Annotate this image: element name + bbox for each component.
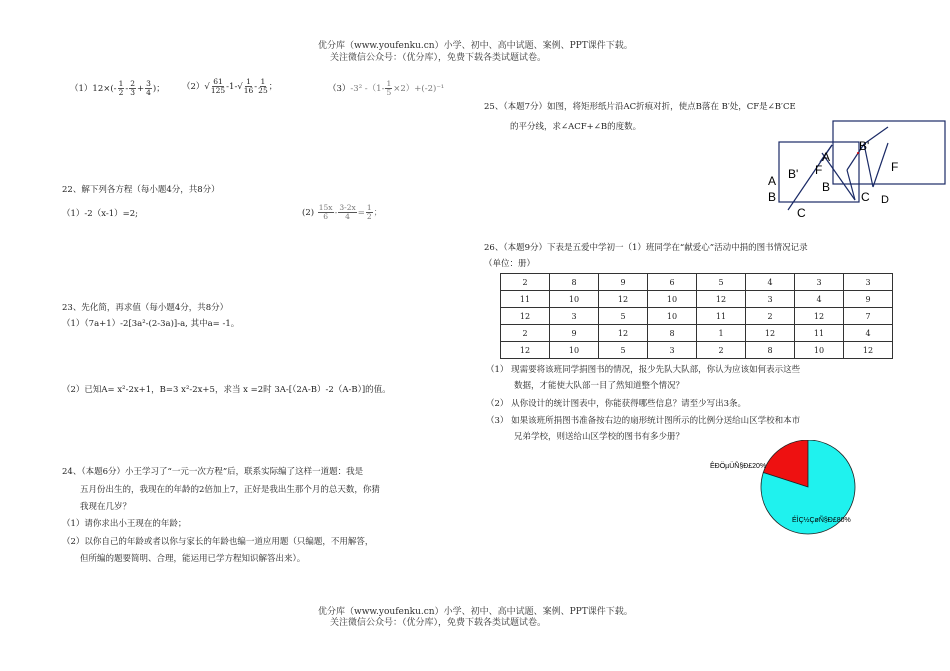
table-cell: 10 bbox=[550, 291, 599, 308]
table-cell: 9 bbox=[844, 291, 893, 308]
table-row bbox=[501, 325, 893, 342]
table-cell: 12 bbox=[599, 325, 648, 342]
fig-label-C2: C bbox=[861, 190, 870, 204]
q26-s2: （2） 从你设计的统计图表中，你能获得哪些信息？请至少写出3条。 bbox=[486, 399, 747, 409]
pie-chart bbox=[700, 440, 870, 535]
q22-equation: $\frac{15x}{6}$ - $\frac{3-2x}{4}$ = $\frac{1}{2}$ ； bbox=[318, 203, 383, 221]
table-cell: 3 bbox=[550, 308, 599, 325]
pie-label-1: ÉÌÇ½ÇøÑ§Ð£80% bbox=[792, 517, 851, 524]
table-cell: 3 bbox=[795, 274, 844, 291]
table-cell: 2 bbox=[746, 308, 795, 325]
q24-line1: 24、（本题6分）小王学习了“一元一次方程”后，联系实际编了这样一道题：我是 bbox=[62, 467, 364, 477]
header-line-2: 关注微信公众号：（优分库），免费下载各类试题试卷。 bbox=[330, 53, 547, 63]
q22-part1: （1）-2（x-1）=2; bbox=[62, 209, 139, 219]
q24-line5: （2）以你自己的年龄或者以你与家长的年龄也编一道应用题（只编题，不用解答， bbox=[62, 537, 374, 547]
q21-part1: （1）12×(- $\frac{1}{2}$ - $\frac{2}{3}$ + $\frac{3}{4}$ )； bbox=[70, 79, 165, 97]
q21-expr3: -3² -（1- $\frac{1}{5}$ ×2）+(-2)⁻¹ bbox=[350, 79, 445, 97]
q25-figure bbox=[760, 115, 950, 225]
fig2-rectangle bbox=[833, 121, 945, 184]
table-cell: 3 bbox=[844, 274, 893, 291]
q26-s3a: （3） 如果该班所捐图书准备按右边的扇形统计图所示的比例分送给山区学校和本市 bbox=[486, 416, 801, 426]
fig2-line-a bbox=[847, 170, 855, 200]
q24-line3: 我现在几岁？ bbox=[80, 502, 132, 512]
table-cell: 10 bbox=[648, 308, 697, 325]
q26-s1a: （1） 现需要将该班同学捐图书的情况，报少先队大队部，你认为应该如何表示这些 bbox=[486, 365, 801, 375]
table-cell: 5 bbox=[599, 342, 648, 359]
q24-line6: 但所编的题要简明、合理，能运用已学方程知识解答出来）。 bbox=[80, 554, 306, 564]
table-cell: 5 bbox=[599, 308, 648, 325]
fig-label-F1: F bbox=[815, 163, 823, 177]
q23-part1: （1）（7a+1）-2[3a²-(2-3a)]-a, 其中a= -1。 bbox=[62, 319, 240, 329]
table-cell: 3 bbox=[746, 291, 795, 308]
table-cell: 9 bbox=[599, 274, 648, 291]
table-cell: 5 bbox=[697, 274, 746, 291]
q21-expr2: √ $\frac{61}{125}$ -1-√ $\frac{1}{16}$ - $\frac{1}{25}$ ； bbox=[204, 77, 278, 95]
table-cell: 12 bbox=[501, 342, 550, 359]
q26-unit: （单位：册） bbox=[484, 259, 536, 269]
fig2-line-f bbox=[873, 143, 888, 187]
table-cell: 12 bbox=[599, 291, 648, 308]
fig-label-B2: B bbox=[822, 180, 831, 194]
q26-s1b: 数据，才能使大队部一目了然知道整个情况？ bbox=[514, 381, 685, 391]
header-line-1: 优分库（www.youfenku.cn）小学、初中、高中试题、案例、PPT课件下载。 bbox=[318, 41, 633, 51]
table-row bbox=[501, 308, 893, 325]
footer-line-1: 优分库（www.youfenku.cn）小学、初中、高中试题、案例、PPT课件下载。 bbox=[318, 607, 633, 617]
book-donation-table bbox=[500, 273, 893, 359]
table-row bbox=[501, 291, 893, 308]
table-cell: 2 bbox=[697, 342, 746, 359]
fig-label-F2: F bbox=[891, 160, 899, 174]
table-cell: 2 bbox=[501, 325, 550, 342]
table-cell: 11 bbox=[501, 291, 550, 308]
q22-title: 22、解下列各方程（每小题4分，共8分） bbox=[62, 185, 220, 195]
q24-line4: （1）请你求出小王现在的年龄； bbox=[62, 519, 187, 529]
table-cell: 10 bbox=[795, 342, 844, 359]
fig-label-A1: A bbox=[768, 174, 777, 188]
q26-line1: 26、（本题9分）下表是五爱中学初一（1）班同学在“献爱心”活动中捐的图书情况记录 bbox=[484, 243, 808, 253]
table-row bbox=[501, 274, 893, 291]
table-cell: 3 bbox=[648, 342, 697, 359]
fig-label-Bp1: B' bbox=[788, 167, 799, 181]
table-cell: 12 bbox=[844, 342, 893, 359]
table-cell: 4 bbox=[844, 325, 893, 342]
table-cell: 10 bbox=[648, 291, 697, 308]
table-cell: 8 bbox=[648, 325, 697, 342]
table-cell: 12 bbox=[795, 308, 844, 325]
fig-label-B1: B bbox=[768, 190, 777, 204]
q25-line1: 25、（本题7分）如图，将矩形纸片沿AC折痕对折，使点B落在 B′处，CF是∠B′CE bbox=[484, 102, 796, 112]
fig-label-C1: C bbox=[797, 206, 806, 220]
table-cell: 8 bbox=[550, 274, 599, 291]
table-cell: 9 bbox=[550, 325, 599, 342]
fig-label-Bp2: B' bbox=[859, 139, 870, 153]
q22-part2: (2) $\frac{15x}{6}$ - $\frac{3-2x}{4}$ = $\frac{1}{2}$ ； bbox=[302, 203, 383, 221]
table-cell: 8 bbox=[746, 342, 795, 359]
table-cell: 4 bbox=[746, 274, 795, 291]
table-cell: 11 bbox=[795, 325, 844, 342]
q26-s3b: 兄弟学校，则送给山区学校的图书有多少册？ bbox=[514, 432, 685, 442]
q23-part2: （2）已知A= x²-2x+1，B=3 x²-2x+5，求当 x =2时 3A-[（2A-B）-2（A-B）]的值。 bbox=[62, 385, 391, 395]
table-row bbox=[501, 342, 893, 359]
table-cell: 12 bbox=[697, 291, 746, 308]
table-cell: 11 bbox=[697, 308, 746, 325]
fig-label-A2: A bbox=[822, 150, 831, 164]
table-cell: 1 bbox=[697, 325, 746, 342]
table-cell: 10 bbox=[550, 342, 599, 359]
table-cell: 12 bbox=[746, 325, 795, 342]
q23-title: 23、先化简，再求值（每小题4分，共8分） bbox=[62, 303, 229, 313]
pie-label-0: ÊÐÖµÜÑ§Ð£20% bbox=[710, 463, 767, 470]
table-cell: 7 bbox=[844, 308, 893, 325]
table-cell: 2 bbox=[501, 274, 550, 291]
fig-label-D2: D bbox=[881, 194, 889, 206]
footer-line-2: 关注微信公众号：（优分库），免费下载各类试题试卷。 bbox=[330, 618, 547, 628]
q25-line2: 的平分线，求∠ACF+∠B的度数。 bbox=[510, 122, 642, 132]
q21-part3: （3）-3² -（1- $\frac{1}{5}$ ×2）+(-2)⁻¹ bbox=[328, 79, 445, 97]
table-cell: 6 bbox=[648, 274, 697, 291]
table-cell: 4 bbox=[795, 291, 844, 308]
q21-part2: （2）√ $\frac{61}{125}$ -1-√ $\frac{1}{16}$ - $\frac{1}{25}$ ； bbox=[182, 77, 278, 95]
table-cell: 12 bbox=[501, 308, 550, 325]
q21-expr1: (- $\frac{1}{2}$ - $\frac{2}{3}$ + $\frac{3}{4}$ )； bbox=[110, 79, 165, 97]
q24-line2: 五月份出生的，我现在的年龄的2倍加上7，正好是我出生那个月的总天数，你猜 bbox=[80, 485, 380, 495]
